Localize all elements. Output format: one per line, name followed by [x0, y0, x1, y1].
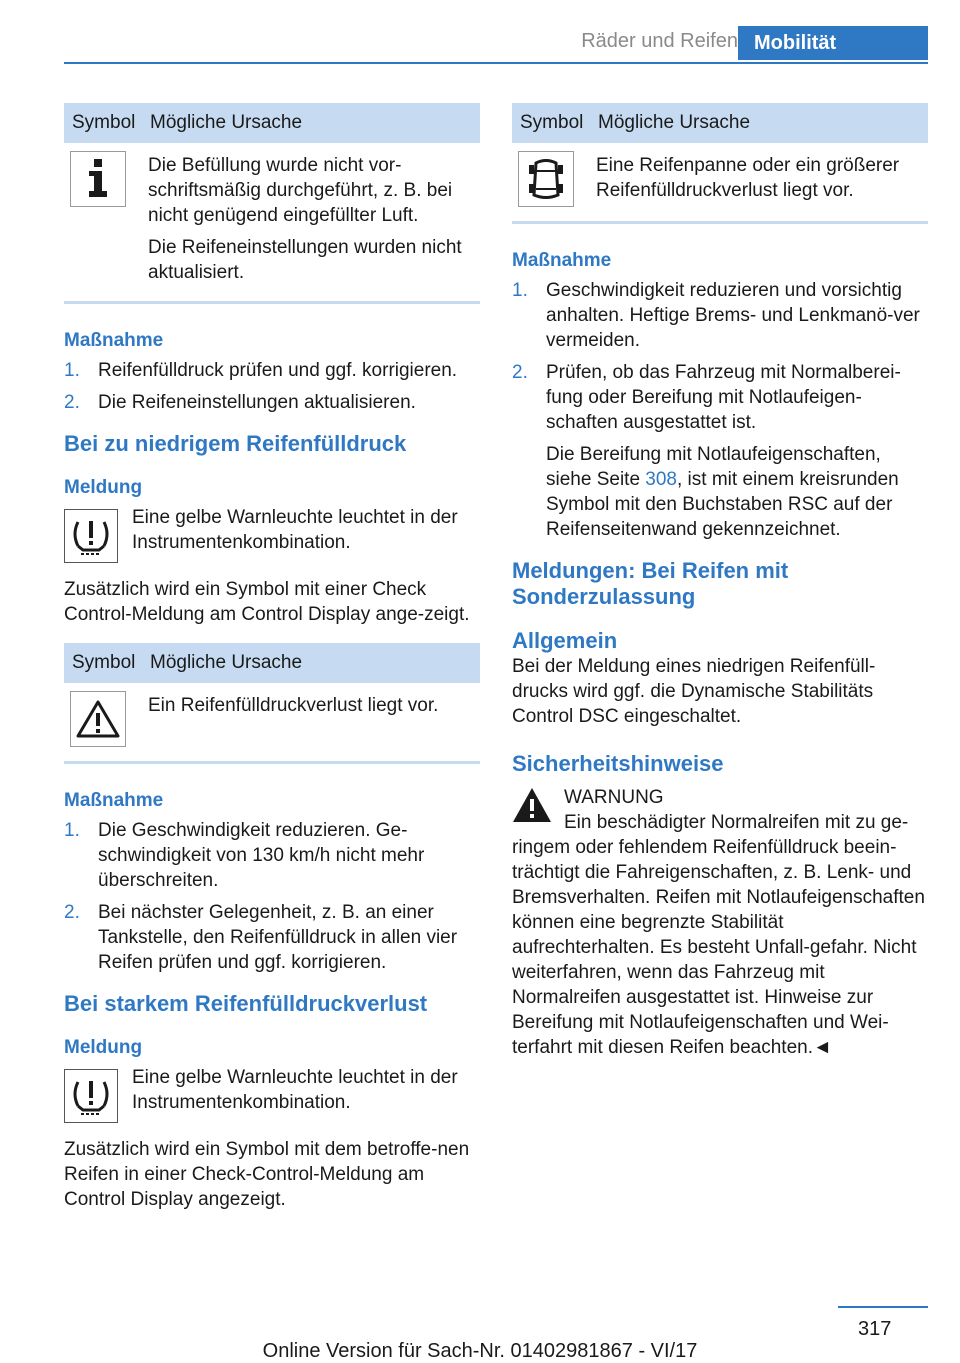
list-item: 1. Geschwindigkeit reduzieren und vorsichtig anhalten. Heftige Brems- und Lenkmanö-ver vermeiden.: [512, 280, 920, 351]
general-heading: Allgemein: [512, 628, 618, 653]
measure-list-3: [512, 278, 928, 542]
section-heading-low-pressure: Bei zu niedrigem Reifenfülldruck: [64, 431, 407, 456]
table-header-symbol: Symbol: [64, 643, 142, 683]
chapter-tab: Mobilität: [738, 26, 928, 60]
tire-pressure-warning-icon: [64, 509, 118, 563]
page-header: [64, 26, 928, 64]
table-header-symbol: Symbol: [64, 103, 142, 143]
section-heading-special-tires: Meldungen: Bei Reifen mit Sonderzulassung: [512, 558, 789, 609]
left-column: [64, 103, 480, 1212]
measure-heading: Maßnahme: [512, 250, 612, 271]
measure-list-2: [64, 818, 480, 975]
car-tire-icon: [518, 151, 574, 207]
list-item: 2. Die Reifeneinstellungen aktualisieren.: [64, 392, 416, 413]
table-rule: [512, 221, 928, 224]
message-text: Eine gelbe Warnleuchte leuchtet in der Instrumentenkombination.: [132, 507, 458, 553]
info-icon: [70, 151, 126, 207]
cause-text: Die Reifeneinstellungen wurden nicht aktualisiert.: [148, 237, 462, 283]
list-item: 1. Reifenfülldruck prüfen und ggf. korrigieren.: [64, 360, 458, 381]
cause-table-3: [512, 103, 928, 217]
note-text: Zusätzlich wird ein Symbol mit dem betroffe-nen Reifen in einer Check-Control-Meldung am Control Display angezeigt.: [64, 1139, 470, 1210]
measure-heading: Maßnahme: [64, 790, 164, 811]
general-text: Bei der Meldung eines niedrigen Reifenfüll-drucks wird ggf. die Dynamische Stabilitäts Control DSC eingeschaltet.: [512, 656, 876, 727]
section-title: Räder und Reifen: [581, 30, 738, 52]
safety-heading: Sicherheitshinweise: [512, 751, 724, 776]
list-item: 2. Prüfen, ob das Fahrzeug mit Normalberei-fung oder Bereifung mit Notlaufeigen-schaften ausgestattet ist. Die Bereifung mit Notlaufeigenschaften, siehe Seite 308, ist mit einem kreisrunden Symbol mit den Buchstaben RSC auf der Reifenseitenwand gekennzeichnet.: [512, 362, 901, 540]
table-row: [64, 683, 480, 757]
message-row: [64, 505, 480, 563]
page-number: 317: [858, 1318, 892, 1340]
cause-table-1: [64, 103, 480, 297]
warning-block: [512, 785, 928, 835]
message-heading: Meldung: [64, 477, 143, 498]
message-row: [64, 1065, 480, 1123]
table-row: [512, 143, 928, 217]
table-rule: [64, 761, 480, 764]
table-header-cause: Mögliche Ursache: [142, 103, 480, 143]
right-column: [512, 103, 928, 1060]
list-item: 2. Bei nächster Gelegenheit, z. B. an einer Tankstelle, den Reifenfülldruck in allen vier Reifen prüfen und ggf. korrigieren.: [64, 902, 458, 973]
message-text: Eine gelbe Warnleuchte leuchtet in der Instrumentenkombination.: [132, 1067, 458, 1113]
table-row: [64, 143, 480, 297]
warning-text-first: Ein beschädigter Normalreifen mit zu ge-: [564, 812, 909, 833]
note-text: Zusätzlich wird ein Symbol mit einer Check Control-Meldung am Control Display ange-zeigt.: [64, 579, 470, 625]
list-item: 1. Die Geschwindigkeit reduzieren. Ge-schwindigkeit von 130 km/h nicht mehr überschreiten.: [64, 820, 425, 891]
table-header-symbol: Symbol: [512, 103, 590, 143]
cause-table-2: [64, 643, 480, 757]
footer-rule: [838, 1306, 928, 1308]
cause-text: Ein Reifenfülldruckverlust liegt vor.: [148, 695, 439, 716]
cause-text: Die Befüllung wurde nicht vor-schriftsmäßig durchgeführt, z. B. bei nicht genügend eingefüllter Luft.: [148, 155, 453, 226]
table-rule: [64, 301, 480, 304]
table-header-cause: Mögliche Ursache: [142, 643, 480, 683]
message-heading: Meldung: [64, 1037, 143, 1058]
measure-list-1: [64, 358, 480, 415]
section-heading-strong-loss: Bei starkem Reifenfülldruckverlust: [64, 991, 428, 1016]
measure-heading: Maßnahme: [64, 330, 164, 351]
warning-triangle-icon: [512, 787, 552, 835]
tire-pressure-warning-icon: [64, 1069, 118, 1123]
cause-text: Eine Reifenpanne oder ein größerer Reifenfülldruckverlust liegt vor.: [596, 155, 900, 201]
online-version-note: Online Version für Sach-Nr. 01402981867 - VI/17: [262, 1340, 698, 1362]
warning-text: ringem oder fehlendem Reifenfülldruck beein-trächtigt die Fahreigenschaften, z. B. Lenk- und Bremsverhalten. Reifen mit Notlaufeigenschaften können eine begrenzte Stabilität aufrechterhalten. Es besteht Unfall-gefahr. Nicht weiterfahren, wenn das Fahrzeug mit Normalreifen ausgestattet ist. Hinweise zur Bereifung mit Notlaufeigenschaften und Wei-terfahrt mit diesen Reifen beachten.◄: [512, 837, 925, 1058]
page-reference-link[interactable]: 308: [645, 469, 677, 490]
warning-triangle-icon: [70, 691, 126, 747]
table-header-cause: Mögliche Ursache: [590, 103, 928, 143]
warning-label: WARNUNG: [564, 787, 664, 808]
